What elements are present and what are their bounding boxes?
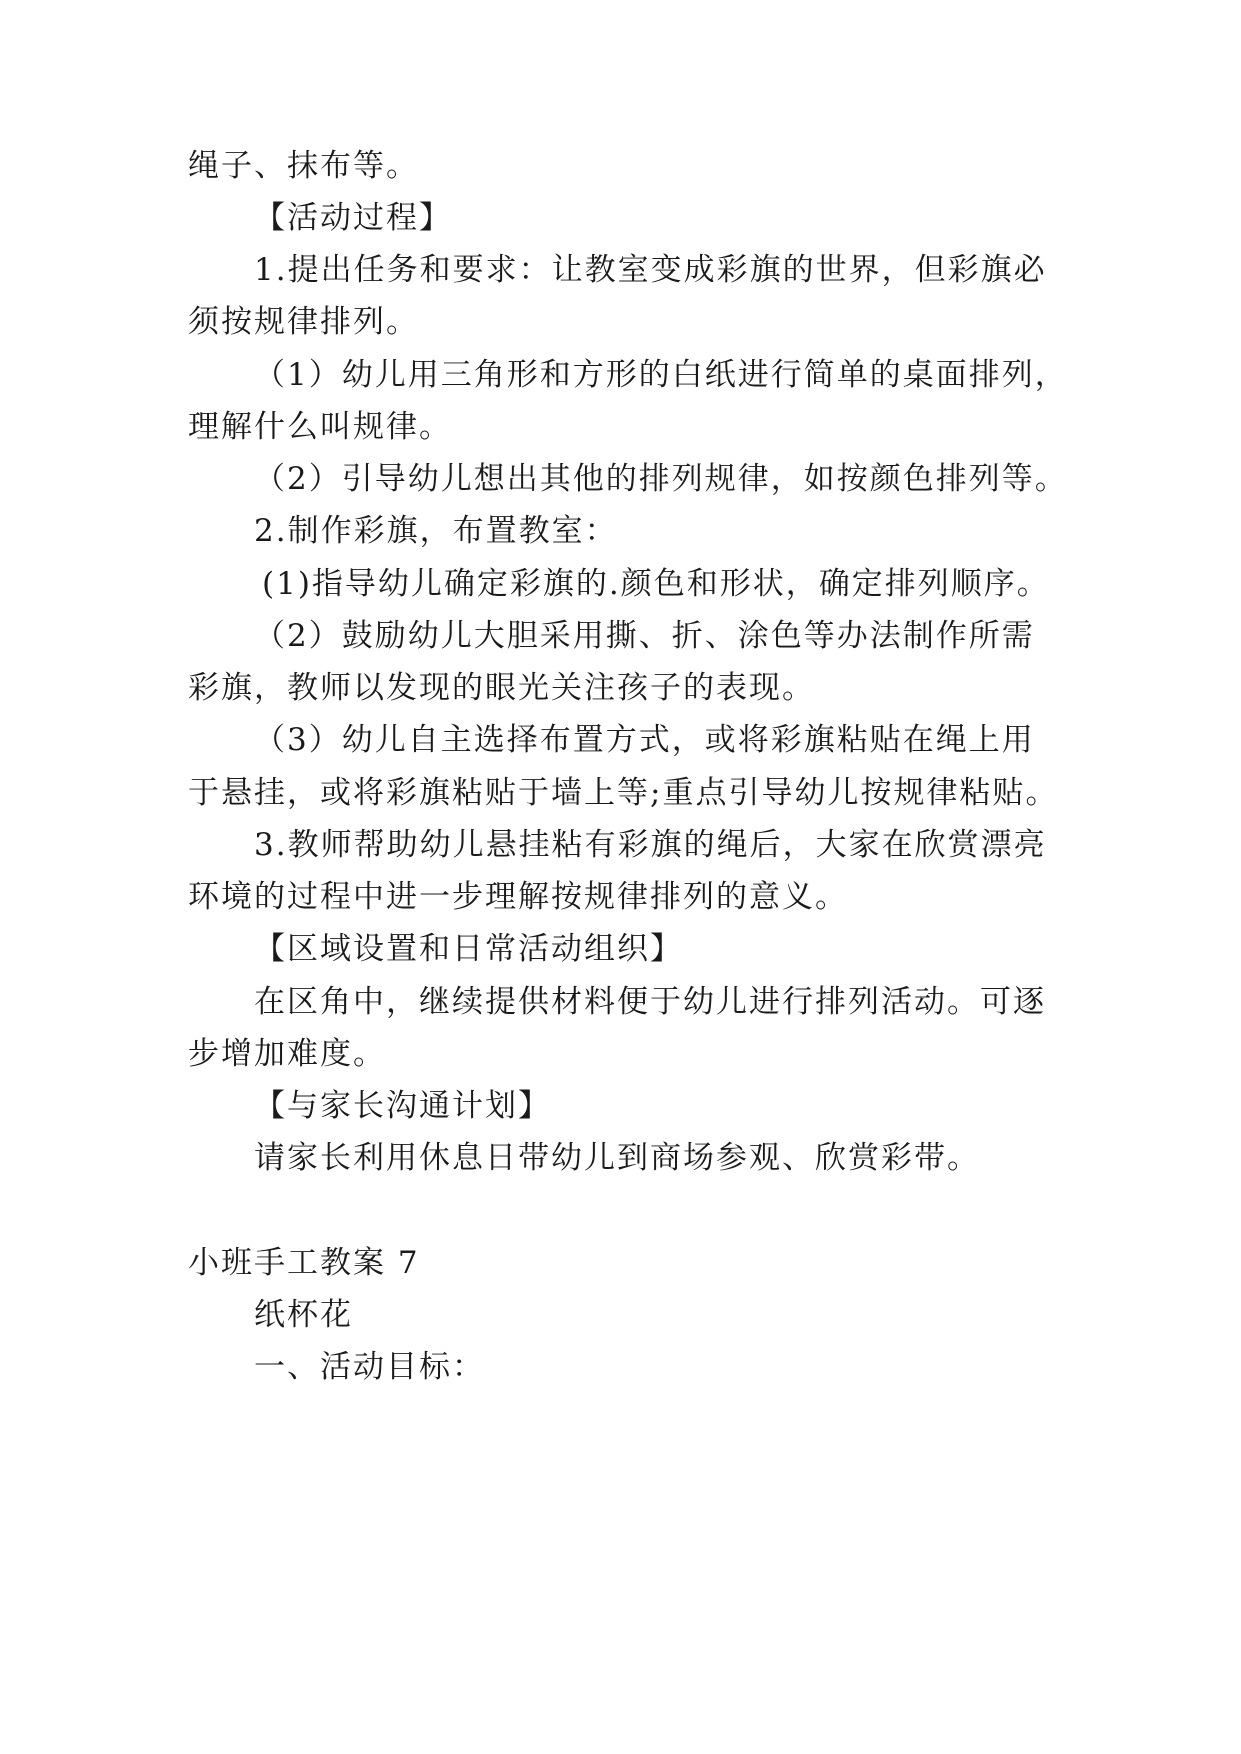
- paragraph-line: 步增加难度。: [188, 1036, 386, 1072]
- paragraph-line: （2）引导幼儿想出其他的排列规律，如按颜色排列等。: [254, 461, 1068, 497]
- paragraph-line: (1)指导幼儿确定彩旗的.颜色和形状，确定排列顺序。: [262, 566, 1050, 602]
- paragraph-line: 环境的过程中进一步理解按规律排列的意义。: [188, 879, 848, 915]
- paragraph-line: 在区角中，继续提供材料便于幼儿进行排列活动。可逐: [254, 984, 1046, 1020]
- document-title: 小班手工教案 7: [188, 1245, 420, 1281]
- paragraph-line: 须按规律排列。: [188, 304, 419, 340]
- section-heading: 【与家长沟通计划】: [254, 1088, 551, 1124]
- paragraph-line: 绳子、抹布等。: [188, 148, 419, 184]
- paragraph-line: 请家长利用休息日带幼儿到商场参观、欣赏彩带。: [254, 1140, 980, 1176]
- paragraph-line: 3.教师帮助幼儿悬挂粘有彩旗的绳后，大家在欣赏漂亮: [254, 827, 1047, 863]
- paragraph-line: （3）幼儿自主选择布置方式，或将彩旗粘贴在绳上用: [254, 722, 1035, 758]
- paragraph-line: 理解什么叫规律。: [188, 409, 452, 445]
- paragraph-line: （1）幼儿用三角形和方形的白纸进行简单的桌面排列，: [254, 357, 1068, 393]
- section-heading: 【活动过程】: [254, 200, 452, 236]
- paragraph-line: 于悬挂，或将彩旗粘贴于墙上等;重点引导幼儿按规律粘贴。: [188, 775, 1059, 811]
- section-heading: 【区域设置和日常活动组织】: [254, 931, 683, 967]
- paragraph-line: 彩旗，教师以发现的眼光关注孩子的表现。: [188, 670, 815, 706]
- paragraph-line: 2.制作彩旗，布置教室：: [254, 513, 618, 549]
- subtitle: 纸杯花: [254, 1297, 353, 1333]
- section-heading: 一、活动目标：: [254, 1349, 485, 1385]
- paragraph-line: 1.提出任务和要求：让教室变成彩旗的世界，但彩旗必: [254, 252, 1047, 288]
- paragraph-line: （2）鼓励幼儿大胆采用撕、折、涂色等办法制作所需: [254, 618, 1035, 654]
